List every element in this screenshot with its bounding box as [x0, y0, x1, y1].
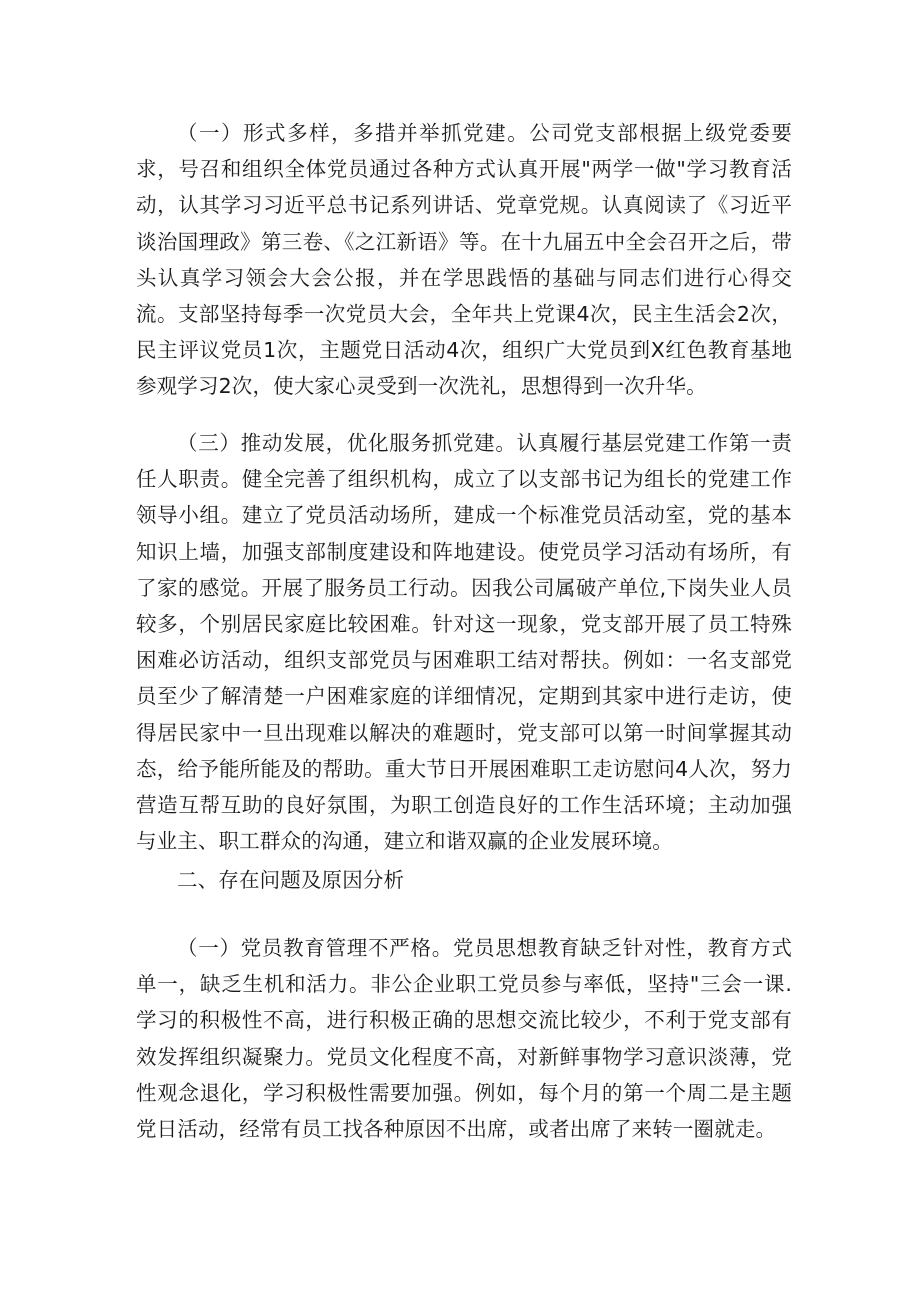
- paragraph-education-management: （一）党员教育管理不严格。党员思想教育缺乏针对性，教育方式单一，缺乏生机和活力。非公企业职工党员参与率低，坚持"三会一课.学习的积极性不高，进行积极正确的思想交流比较少，不利于党支部有效发挥组织凝聚力。党员文化程度不高，对新鲜事物学习意识淡薄，党性观念退化，学习积极性需要加强。例如，每个月的第一个周二是主题党日活动，经常有员工找各种原因不出席，或者出席了来转一圈就走。: [136, 936, 792, 1142]
- section-heading-problems: 二、存在问题及原因分析: [177, 868, 405, 892]
- paragraph-diverse-forms: （一）形式多样，多措并举抓党建。公司党支部根据上级党委要求，号召和组织全体党员通过各种方式认真开展"两学一做"学习教育活动，认其学习习近平总书记系列讲话、党章党规。认真阅读了《习近平谈治国理政》第三卷、《之江新语》等。在十九届五中全会召开之后，带头认真学习领会大会公报，并在学思践悟的基础与同志们进行心得交流。支部坚持每季一次党员大会，全年共上党课4次，民主生活会2次，民主评议党员1次，主题党日活动4次，组织广大党员到X红色教育基地参观学习2次，使大家心灵受到一次洗礼，思想得到一次升华。: [136, 121, 792, 399]
- paragraph-promote-development: （三）推动发展，优化服务抓党建。认真履行基层党建工作第一责任人职责。健全完善了组织机构，成立了以支部书记为组长的党建工作领导小组。建立了党员活动场所，建成一个标准党员活动室，党的基本知识上墙，加强支部制度建设和阵地建设。使党员学习活动有场所，有了家的感觉。开展了服务员工行动。因我公司属破产单位,下岗失业人员较多，个别居民家庭比较困难。针对这一现象，党支部开展了员工特殊困难必访活动，组织支部党员与困难职工结对帮扶。例如：一名支部党员至少了解清楚一户困难家庭的详细情况，定期到其家中进行走访，使得居民家中一旦出现难以解决的难题时，党支部可以第一时间掌握其动态，给予能所能及的帮助。重大节日开展困难职工走访慰问4人次，努力营造互帮互助的良好氛围，为职工创造良好的工作生活环境；主动加强与业主、职工群众的沟通，建立和谐双赢的企业发展环境。: [136, 431, 792, 854]
